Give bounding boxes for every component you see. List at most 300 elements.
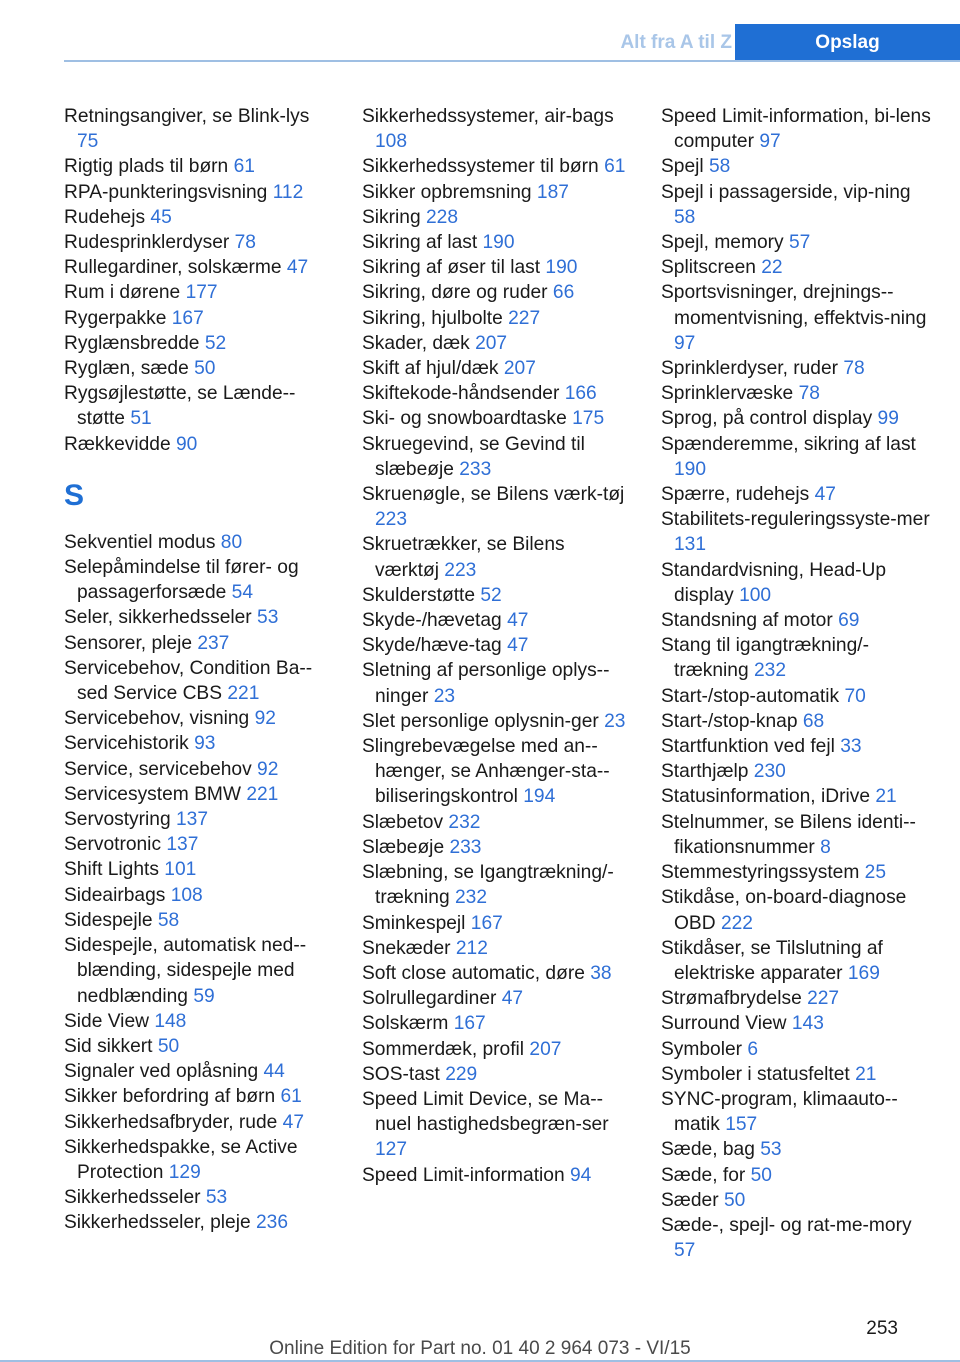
index-entry	[362, 835, 630, 860]
index-entry-term: Surround View	[661, 1013, 787, 1035]
index-entry-term: Start-/stop-automatik	[661, 685, 840, 707]
page-header	[0, 0, 960, 62]
index-entry-term: Sikring af øser til last	[362, 257, 541, 279]
index-entry	[362, 406, 630, 431]
index-entry	[362, 255, 630, 280]
index-entry	[64, 1059, 329, 1084]
index-entry-term: Retningsangiver, se Blink-lys	[64, 106, 310, 127]
index-entry-page-link[interactable]: 92	[257, 758, 279, 780]
index-entry	[661, 759, 931, 784]
index-entry-term: Snekæder	[362, 937, 451, 959]
index-entry	[362, 608, 630, 633]
index-entry-page-link[interactable]: 207	[529, 1038, 562, 1060]
index-entry	[661, 507, 931, 557]
section-label: Alt fra A til Z	[620, 32, 732, 53]
index-entry-page-link[interactable]: 47	[282, 1111, 304, 1133]
index-entry-term: Speed Limit-information	[362, 1164, 565, 1186]
index-entry	[64, 782, 329, 807]
index-entry-page-link[interactable]: 33	[840, 736, 862, 758]
index-entry-term: Spejl, memory	[661, 232, 784, 254]
index-entry-term: Sikring, hjulbolte	[362, 307, 503, 329]
index-entry-page-link[interactable]: 59	[193, 985, 215, 1007]
index-entry-page-link[interactable]: 52	[480, 584, 502, 606]
index-entry-term: Splitscreen	[661, 257, 756, 279]
index-entry-page-link[interactable]: 8	[820, 836, 831, 858]
index-entry-page-link[interactable]: 57	[674, 1240, 696, 1262]
index-entry-term: Slet personlige oplysnin-ger	[362, 710, 599, 732]
index-entry-page-link[interactable]: 221	[246, 783, 279, 805]
index-entry	[661, 860, 931, 885]
index-entry	[362, 936, 630, 961]
index-entry	[362, 230, 630, 255]
index-entry	[64, 656, 329, 706]
index-entry-page-link[interactable]: 100	[739, 584, 772, 606]
index-entry	[661, 1188, 931, 1213]
index-entry	[362, 280, 630, 305]
index-entry	[661, 709, 931, 734]
index-entry	[661, 356, 931, 381]
index-entry-page-link[interactable]: 51	[130, 408, 152, 430]
index-entry-page-link[interactable]: 194	[523, 786, 556, 808]
index-entry-term: Spejl	[661, 156, 704, 178]
index-entry-term: SYNC-program, klimaauto-matik	[661, 1088, 898, 1136]
index-entry-page-link[interactable]: 148	[154, 1010, 187, 1032]
index-entry-page-link[interactable]: 232	[455, 887, 488, 909]
index-entry-page-link[interactable]: 47	[814, 484, 836, 506]
index-entry	[362, 381, 630, 406]
index-entry-page-link[interactable]: 93	[194, 733, 216, 755]
index-entry	[661, 230, 931, 255]
index-entry-page-link[interactable]: 137	[166, 834, 199, 856]
index-entry	[661, 633, 931, 683]
page-number: 253	[866, 1318, 898, 1339]
index-entry	[64, 883, 329, 908]
index-entry-page-link[interactable]: 232	[448, 811, 481, 833]
index-entry	[64, 908, 329, 933]
index-entry-term: Sikker befordring af børn	[64, 1086, 276, 1108]
index-entry	[362, 1037, 630, 1062]
index-entry-page-link[interactable]: 44	[263, 1061, 285, 1083]
index-entry	[64, 205, 329, 230]
index-entry-term: Slæbning, se Igangtrækning/trækning	[362, 862, 614, 909]
index-entry-page-link[interactable]: 66	[552, 282, 575, 304]
index-entry-term: Speed Limit-information, bi-lens computer	[661, 106, 931, 153]
index-entry-term: Rum i dørene	[64, 282, 181, 304]
index-entry-term: Solrullegardiner	[362, 988, 497, 1010]
index-entry-page-link[interactable]: 223	[375, 509, 408, 531]
index-entry-term: Sæde, for	[661, 1164, 746, 1186]
index-entry-term: Servicebehov, visning	[64, 708, 250, 730]
index-entry	[362, 709, 630, 734]
index-entry-term: Sæde, bag	[661, 1139, 755, 1161]
index-entry-page-link[interactable]: 68	[802, 710, 825, 732]
index-entry-term: Sikkerhedssystemer til børn	[362, 156, 599, 178]
index-entry-page-link[interactable]: 177	[185, 282, 218, 304]
index-entry-term: Sideairbags	[64, 884, 166, 906]
index-entry-page-link[interactable]: 190	[482, 232, 515, 254]
index-entry-page-link[interactable]: 190	[545, 257, 578, 279]
index-entry	[64, 306, 329, 331]
index-entry-page-link[interactable]: 167	[470, 912, 503, 934]
index-entry-term: Statusinformation, iDrive	[661, 786, 871, 808]
index-entry-term: Symboler	[661, 1038, 743, 1060]
index-entry-page-link[interactable]: 47	[507, 635, 529, 657]
index-entry-page-link[interactable]: 61	[233, 156, 255, 178]
index-entry-term: Solskærm	[362, 1013, 449, 1035]
index-entry	[661, 784, 931, 809]
index-entry-term: Stemmestyringssystem	[661, 862, 860, 884]
index-entry-page-link[interactable]: 58	[157, 909, 180, 931]
index-entry	[64, 1110, 329, 1135]
index-entry-term: Sikring af last	[362, 232, 478, 254]
index-entry	[362, 1087, 630, 1163]
index-entry	[362, 356, 630, 381]
index-entry-term: Shift Lights	[64, 859, 159, 881]
index-entry-term: Spejl i passagerside, vip-ning	[661, 181, 911, 203]
index-entry-page-link[interactable]: 58	[709, 156, 731, 178]
index-entry	[64, 706, 329, 731]
index-entry-page-link[interactable]: 50	[194, 358, 216, 380]
index-entry-page-link[interactable]: 143	[791, 1013, 824, 1035]
section-tab-label: Opslag	[815, 32, 880, 53]
index-entry-term: Servostyring	[64, 809, 171, 831]
index-entry-page-link[interactable]: 212	[455, 937, 488, 959]
index-entry-term: Standardvisning, Head-Up display	[661, 559, 887, 606]
index-entry-page-link[interactable]: 47	[286, 257, 309, 279]
index-entry	[64, 807, 329, 832]
index-entry-page-link[interactable]: 129	[168, 1161, 201, 1183]
index-entry-term: Skiftekode-håndsender	[362, 383, 560, 405]
index-entry-page-link[interactable]: 207	[475, 332, 508, 354]
index-column-1	[64, 104, 329, 1236]
index-entry	[362, 482, 630, 532]
index-entry-page-link[interactable]: 92	[254, 708, 276, 730]
index-entry	[661, 1137, 931, 1162]
index-entry-term: Sensorer, pleje	[64, 632, 192, 654]
index-entry-page-link[interactable]: 6	[747, 1038, 759, 1060]
index-entry	[64, 154, 329, 179]
index-entry-page-link[interactable]: 57	[788, 232, 811, 254]
index-entry-term: Ryglæn, sæde	[64, 358, 189, 380]
index-entry-term: Symboler i statusfeltet	[661, 1063, 850, 1085]
index-entry	[661, 255, 931, 280]
index-entry	[64, 757, 329, 782]
index-entry-page-link[interactable]: 23	[604, 710, 626, 732]
index-entry-page-link[interactable]: 229	[445, 1063, 478, 1085]
index-entry-page-link[interactable]: 227	[807, 988, 840, 1010]
index-entry-term: Starthjælp	[661, 761, 749, 783]
index-entry-page-link[interactable]: 223	[444, 559, 477, 581]
index-entry-term: Signaler ved oplåsning	[64, 1061, 259, 1083]
index-entry	[661, 381, 931, 406]
index-entry-page-link[interactable]: 54	[231, 582, 254, 604]
index-entry-term: Start-/stop-knap	[661, 710, 798, 732]
index-entry-term: Sidespejle	[64, 909, 153, 931]
index-entry	[661, 1087, 931, 1137]
index-entry-page-link[interactable]: 236	[256, 1212, 289, 1234]
index-entry-term: Skruenøgle, se Bilens værk-tøj	[362, 484, 625, 506]
index-entry-page-link[interactable]: 47	[507, 610, 529, 632]
index-entry	[362, 432, 630, 482]
index-entry-term: Stelnummer, se Bilens identi-fikationsnummer	[661, 811, 916, 858]
index-entry-page-link[interactable]: 166	[564, 383, 597, 405]
index-entry-term: RPA-punkteringsvisning	[64, 181, 268, 203]
index-entry-term: Sekventiel modus	[64, 531, 216, 553]
index-entry-term: Rækkevidde	[64, 433, 171, 455]
index-entry-page-link[interactable]: 52	[204, 332, 227, 354]
index-entry-term: Servicehistorik	[64, 733, 189, 755]
index-entry-term: Strømafbrydelse	[661, 988, 802, 1010]
index-entry-term: Sprinklervæske	[661, 383, 794, 405]
index-entry	[661, 406, 931, 431]
index-entry-page-link[interactable]: 21	[855, 1063, 877, 1085]
index-entry	[64, 356, 329, 381]
index-entry-page-link[interactable]: 221	[227, 683, 260, 705]
index-entry-page-link[interactable]: 232	[754, 660, 787, 682]
index-entry-page-link[interactable]: 233	[449, 836, 482, 858]
index-entry-term: Skruetrækker, se Bilens værktøj	[362, 534, 565, 581]
index-entry-page-link[interactable]: 108	[375, 131, 408, 153]
index-entry-term: Startfunktion ved fejl	[661, 736, 835, 758]
index-entry	[64, 1135, 329, 1185]
index-entry	[362, 986, 630, 1011]
index-entry-term: Stabilitets-reguleringssyste-mer	[661, 509, 930, 531]
index-entry-page-link[interactable]: 78	[843, 358, 865, 380]
index-entry	[661, 986, 931, 1011]
index-entry-term: Rigtig plads til børn	[64, 156, 229, 178]
index-entry-page-link[interactable]: 112	[272, 181, 304, 203]
index-entry-page-link[interactable]: 169	[847, 962, 880, 984]
index-entry	[661, 104, 931, 154]
index-entry	[661, 280, 931, 356]
index-entry-page-link[interactable]: 70	[844, 685, 866, 707]
index-column-2	[362, 104, 630, 1188]
index-entry-page-link[interactable]: 137	[175, 809, 208, 831]
index-entry	[661, 432, 931, 482]
index-entry-term: Rudehejs	[64, 206, 146, 228]
index-entry-page-link[interactable]: 50	[157, 1035, 180, 1057]
index-entry	[661, 1163, 931, 1188]
index-entry-term: Rygsøjlestøtte, se Lænde-støtte	[64, 383, 296, 430]
index-entry-page-link[interactable]: 167	[171, 307, 204, 329]
index-entry-term: Rudesprinklerdyser	[64, 232, 230, 254]
index-entry-term: Side View	[64, 1010, 149, 1032]
index-entry-page-link[interactable]: 50	[723, 1189, 746, 1211]
index-entry-page-link[interactable]: 94	[569, 1164, 592, 1186]
index-entry	[64, 331, 329, 356]
index-entry-term: Servicebehov, Condition Ba-sed Service CBS	[64, 657, 313, 705]
index-entry	[661, 482, 931, 507]
index-entry-term: Seler, sikkerhedsseler	[64, 607, 252, 629]
index-entry-term: Spærre, rudehejs	[661, 484, 810, 506]
index-entry-page-link[interactable]: 108	[170, 884, 203, 906]
index-entry-page-link[interactable]: 21	[875, 786, 897, 808]
index-entry-term: Sprog, på control display	[661, 408, 873, 430]
index-entry-term: Sminkespejl	[362, 912, 466, 934]
index-entry-term: Rygerpakke	[64, 307, 167, 329]
index-entry-term: Selepåmindelse til fører- og passagerforsæde	[64, 557, 299, 604]
index-entry	[362, 658, 630, 708]
index-entry	[64, 432, 329, 457]
index-entry-term: Sikkerhedssystemer, air-bags	[362, 106, 614, 127]
index-entry-term: Skift af hjul/dæk	[362, 358, 499, 380]
index-entry-term: Sprinklerdyser, ruder	[661, 358, 839, 380]
index-entry	[362, 1163, 630, 1188]
index-entry-term: Sikring, døre og ruder	[362, 282, 548, 304]
index-entry	[362, 961, 630, 986]
index-entry-page-link[interactable]: 53	[257, 607, 279, 629]
index-entry-term: Rullegardiner, solskærme	[64, 257, 282, 279]
index-entry-term: Sikkerhedsafbryder, rude	[64, 1111, 278, 1133]
index-entry-term: Skyde/hæve-tag	[362, 635, 502, 657]
index-entry-term: Slæbetov	[362, 811, 444, 833]
index-entry-term: Spænderemme, sikring af last	[661, 433, 916, 455]
index-entry-page-link[interactable]: 167	[453, 1013, 486, 1035]
index-entry	[362, 180, 630, 205]
index-entry-page-link[interactable]: 237	[197, 632, 230, 654]
index-entry-term: Stang til igangtrækning/trækning	[661, 635, 869, 682]
index-entry-page-link[interactable]: 69	[838, 610, 860, 632]
index-entry	[64, 605, 329, 630]
index-entry-term: Sportsvisninger, drejnings-momentvisning, effektvis-ning	[661, 282, 927, 329]
index-entry	[362, 810, 630, 835]
index-entry	[64, 857, 329, 882]
index-entry-page-link[interactable]: 45	[150, 206, 172, 228]
index-entry-term: Sikkerhedsseler, pleje	[64, 1212, 251, 1234]
index-entry	[362, 532, 630, 582]
index-entry	[64, 631, 329, 656]
index-entry-page-link[interactable]: 97	[759, 131, 781, 153]
index-entry-page-link[interactable]: 50	[750, 1164, 772, 1186]
index-entry-term: Skyde-/hævetag	[362, 610, 502, 632]
index-entry-term: Stikdåser, se Tilslutning af elektriske apparater	[661, 937, 883, 984]
index-entry-term: Sid sikkert	[64, 1035, 153, 1057]
index-entry-term: Sikker opbremsning	[362, 181, 532, 203]
index-entry	[661, 885, 931, 935]
index-entry-term: Skruegevind, se Gevind til slæbeøje	[362, 433, 585, 480]
index-entry-page-link[interactable]: 61	[604, 156, 626, 178]
index-entry-page-link[interactable]: 228	[426, 206, 459, 228]
index-entry	[64, 280, 329, 305]
index-entry-term: Sæder	[661, 1189, 719, 1211]
index-entry-page-link[interactable]: 131	[674, 534, 707, 556]
index-entry	[362, 104, 630, 154]
index-entry-page-link[interactable]: 187	[536, 181, 569, 203]
index-entry	[64, 832, 329, 857]
index-entry-term: Service, servicebehov	[64, 758, 252, 780]
header-divider	[64, 60, 960, 62]
index-entry-term: Ryglænsbredde	[64, 332, 200, 354]
index-entry	[661, 936, 931, 986]
index-entry-page-link[interactable]: 230	[753, 761, 786, 783]
index-entry-term: Skulderstøtte	[362, 584, 476, 606]
index-entry-term: Sikkerhedsseler	[64, 1187, 201, 1209]
index-entry	[362, 1062, 630, 1087]
index-entry	[661, 1011, 931, 1036]
index-column-3	[661, 104, 931, 1263]
index-entry-page-link[interactable]: 222	[720, 912, 753, 934]
index-entry-page-link[interactable]: 207	[503, 358, 536, 380]
index-entry	[362, 583, 630, 608]
index-entry	[362, 154, 630, 179]
index-entry-term: Sikkerhedspakke, se Active Protection	[64, 1136, 298, 1183]
index-entry	[64, 1210, 329, 1235]
index-entry-page-link[interactable]: 97	[674, 332, 696, 354]
index-entry	[661, 810, 931, 860]
index-entry	[64, 1034, 329, 1059]
index-entry-page-link[interactable]: 157	[725, 1114, 758, 1136]
index-entry	[64, 731, 329, 756]
index-entry-page-link[interactable]: 78	[798, 383, 820, 405]
index-entry-page-link[interactable]: 90	[176, 433, 198, 455]
index-entry	[362, 205, 630, 230]
index-entry	[64, 1009, 329, 1034]
index-entry-page-link[interactable]: 75	[77, 131, 99, 153]
index-entry-term: Speed Limit Device, se Ma-nuel hastighedsbegræn-ser	[362, 1088, 609, 1136]
index-entry	[661, 684, 931, 709]
index-entry-term: Ski- og snowboardtaske	[362, 408, 567, 430]
index-entry-term: Sæde-, spejl- og rat-me-mory	[661, 1214, 912, 1236]
index-entry	[64, 255, 329, 280]
index-entry	[362, 633, 630, 658]
index-entry-page-link[interactable]: 61	[280, 1086, 302, 1108]
index-entry	[64, 230, 329, 255]
index-entry	[661, 180, 931, 230]
index-entry	[661, 1062, 931, 1087]
index-entry-page-link[interactable]: 175	[572, 408, 605, 430]
index-entry-page-link[interactable]: 190	[674, 458, 707, 480]
index-entry	[362, 734, 630, 810]
index-entry-term: Servicesystem BMW	[64, 783, 241, 805]
index-entry-page-link[interactable]: 78	[234, 232, 256, 254]
index-entry-term: Stikdåse, on-board-diagnose OBD	[661, 887, 907, 934]
index-entry-term: Slæbeøje	[362, 836, 445, 858]
index-entry-page-link[interactable]: 101	[164, 859, 197, 881]
index-entry-page-link[interactable]: 127	[375, 1139, 408, 1161]
index-entry	[64, 1185, 329, 1210]
index-entry-page-link[interactable]: 227	[508, 307, 541, 329]
index-entry	[661, 1037, 931, 1062]
index-entry-page-link[interactable]: 53	[760, 1139, 782, 1161]
index-entry	[661, 1213, 931, 1263]
index-entry	[362, 911, 630, 936]
index-entry-term: SOS-tast	[362, 1063, 440, 1085]
index-entry-page-link[interactable]: 80	[220, 531, 243, 553]
index-entry-term: Sikring	[362, 206, 421, 228]
index-entry	[661, 154, 931, 179]
index-entry	[64, 381, 329, 431]
index-entry-page-link[interactable]: 99	[877, 408, 899, 430]
index-entry-page-link[interactable]: 47	[501, 988, 524, 1010]
index-entry-page-link[interactable]: 53	[205, 1187, 228, 1209]
index-entry	[64, 933, 329, 1009]
section-tab	[735, 24, 960, 62]
index-entry-page-link[interactable]: 22	[761, 257, 783, 279]
index-entry-page-link[interactable]: 23	[433, 685, 456, 707]
index-entry-page-link[interactable]: 58	[674, 206, 696, 228]
index-entry-page-link[interactable]: 233	[459, 458, 492, 480]
index-letter-heading: S	[64, 478, 85, 512]
index-entry-term: Slingrebevægelse med an-hænger, se Anhænger-sta-biliseringskontrol	[362, 736, 610, 808]
footer-edition: Online Edition for Part no. 01 40 2 964 073 - VI/15	[269, 1338, 691, 1359]
index-entry-page-link[interactable]: 25	[864, 862, 886, 884]
index-entry	[362, 306, 630, 331]
index-entry	[661, 608, 931, 633]
index-entry-term: Soft close automatic, døre	[362, 962, 585, 984]
index-entry-term: Skader, dæk	[362, 332, 470, 354]
index-entry	[661, 558, 931, 608]
index-entry-page-link[interactable]: 38	[590, 962, 612, 984]
